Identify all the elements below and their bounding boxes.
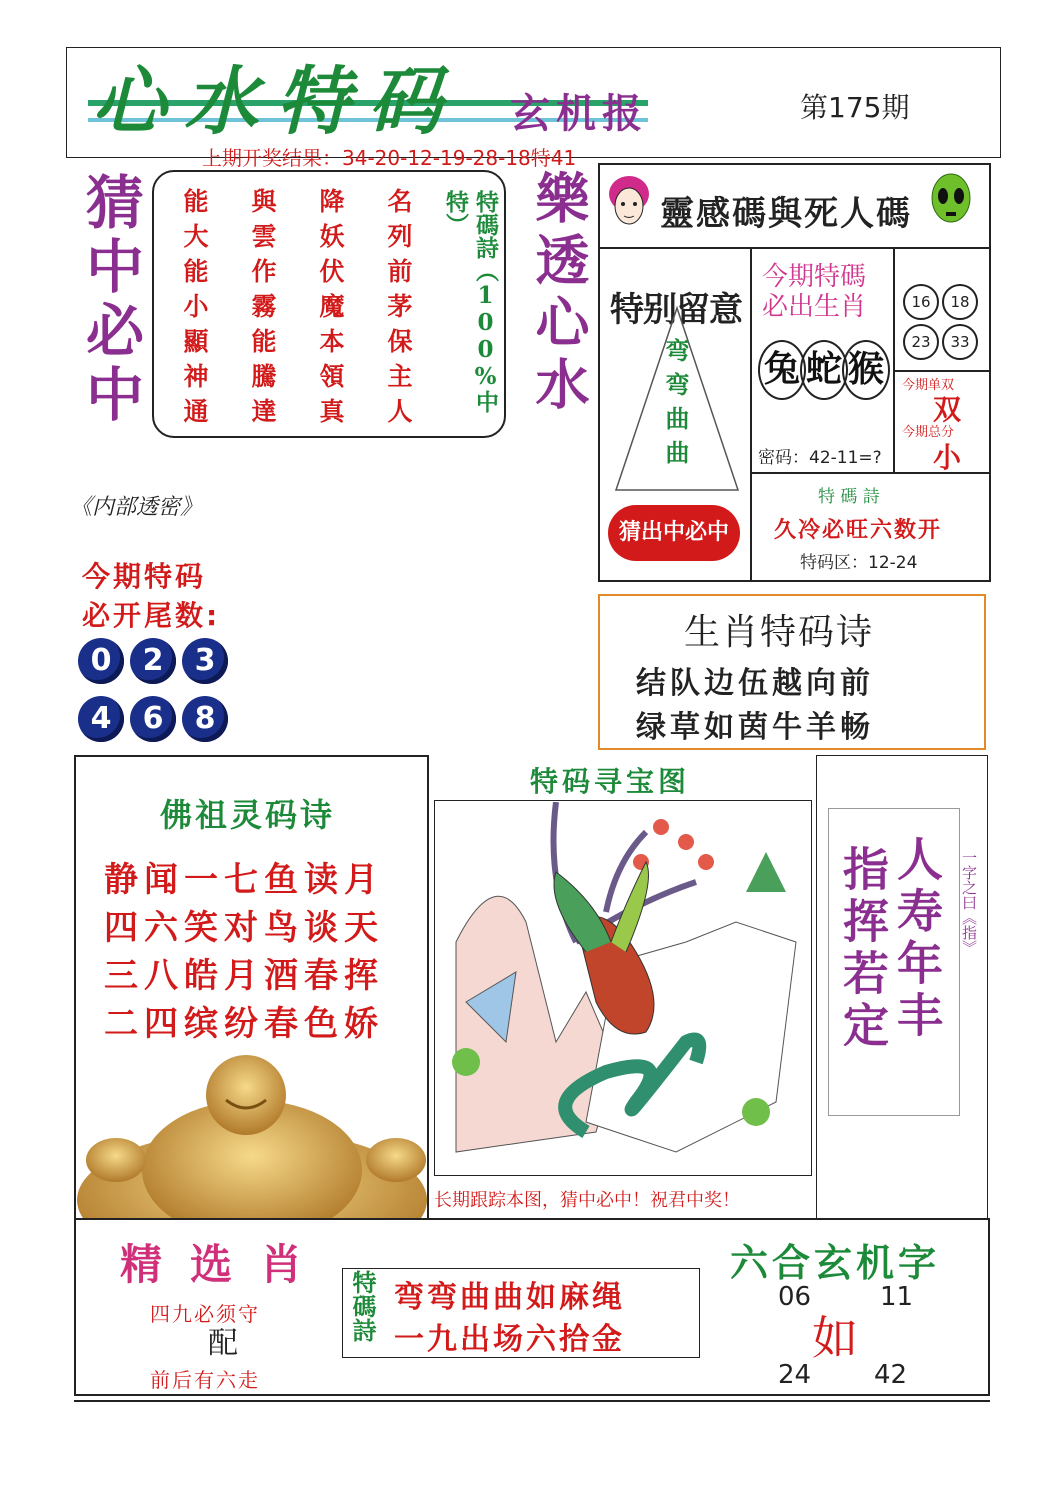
poem-side-label: 特碼詩（100%中特） [442,190,499,413]
alien-icon [928,172,974,230]
lucky-number: 16 [903,284,939,320]
poem-char: 茅 [387,292,413,321]
poem-char: 妖 [319,222,345,251]
odd-even-label: 今期单双 [902,378,955,393]
mystery-word-title: 六合玄机字 [730,1241,941,1285]
poem-char: 能 [183,257,209,286]
bottom-poem-line2: 一九出场六拾金 [394,1322,625,1357]
total-value: 小 [933,441,962,474]
tail-number-ball: 2 [130,638,176,684]
poem-char: 小 [183,292,209,321]
bottom-poem-line1: 弯弯曲曲如麻绳 [394,1280,625,1315]
poem-char: 通 [183,397,209,426]
mystery-number: 06 [778,1282,812,1312]
scroll-col-1: 人寿年丰 [890,835,944,1043]
poem-char: 降 [319,187,345,216]
poem-char: 列 [387,222,413,251]
buddha-image [76,1050,428,1218]
numbers-divider-h [895,370,989,372]
tail-number-ball: 4 [78,696,124,742]
inner-secret-line1: 今期特码 [82,560,207,593]
page-title: 心水特码 [92,59,460,145]
featured-line2: 前后有六走 [150,1368,260,1392]
last-result: 上期开奖结果：34-20-12-19-28-18特41 [202,146,577,170]
zodiac-title: 今期特碼必出生肖 [762,262,867,322]
lucky-number: 33 [942,324,978,360]
left-vertical-slogan: 猜中必中 [76,172,144,428]
triangle-text: 弯弯曲曲 [661,338,689,474]
poem-char: 能 [251,327,277,356]
poem-column [380,184,420,434]
total-label: 今期总分 [902,425,955,440]
buddha-poem-line: 四六笑对鸟谈天 [104,908,384,948]
featured-line1: 四九必须守 [150,1302,260,1326]
issue-number: 第175期 [800,91,910,124]
poem-column [312,184,352,434]
zodiac-poem-title: 生肖特码诗 [684,612,875,653]
poem-char: 霧 [251,292,277,321]
buddha-poem-line: 静闻一七鱼读月 [104,860,384,900]
tail-number-ball: 8 [182,696,228,742]
inner-secret-label: 《内部透密》 [70,495,203,520]
zodiac-poem-line2: 绿草如茵牛羊畅 [636,710,874,745]
tail-number-ball: 6 [130,696,176,742]
zodiac-divider-v [893,249,895,472]
poem-char: 真 [319,397,345,426]
spirit-poem-label: 特 碼 詩 [818,487,880,507]
mystery-char: 如 [812,1311,858,1365]
featured-mid: 配 [208,1326,238,1361]
tail-number-ball: 0 [78,638,124,684]
buddha-poem-title: 佛祖灵码诗 [160,796,336,834]
zodiac-snake: 蛇 [800,340,848,400]
buddha-poem-line: 二四缤纷春色娇 [104,1004,384,1044]
zodiac-monkey: 猴 [842,340,890,400]
poem-char: 領 [319,362,345,391]
poem-char: 作 [251,257,277,286]
lucky-number: 23 [903,324,939,360]
poem-column [176,184,216,434]
poem-char: 達 [251,397,277,426]
mystery-number: 11 [880,1282,914,1312]
treasure-map-title: 特码寻宝图 [530,765,691,798]
zodiac-poem-line1: 结队边伍越向前 [636,666,874,701]
mystery-number: 24 [778,1360,812,1390]
face-icon [606,172,652,230]
tail-number-ball: 3 [182,638,228,684]
secret-code: 密码：42-11=? [758,448,882,468]
scroll-col-2: 指挥若定 [836,845,890,1053]
poem-char: 大 [183,222,209,251]
poem-column [244,184,284,434]
right-vertical-slogan: 樂透心水 [527,170,590,418]
poem-char: 神 [183,362,209,391]
treasure-map-caption: 长期跟踪本图，猜中必中！祝君中奖！ [434,1190,740,1211]
treasure-map-image [436,802,810,1174]
poem-char: 本 [319,327,345,356]
spirit-box-title: 靈感碼與死人碼 [660,194,912,234]
bottom-bottom-line [74,1400,990,1402]
scroll-hint: 一字之曰《指》 [960,850,978,955]
spirit-title-divider [600,247,989,249]
special-notice: 特别留意 [610,290,742,330]
inner-secret-line2: 必开尾数: [82,599,221,632]
featured-zodiac-title: 精选肖 [120,1240,331,1289]
poem-char: 能 [183,187,209,216]
odd-even-value: 双 [933,393,962,426]
spirit-col-divider [750,249,752,580]
poem-char: 顯 [183,327,209,356]
bottom-poem-label: 特碼詩 [348,1270,376,1342]
poem-char: 魔 [319,292,345,321]
poem-char: 雲 [251,222,277,251]
spirit-poem: 久冷必旺六数开 [774,518,943,543]
poem-char: 伏 [319,257,345,286]
zodiac-rabbit: 兔 [758,340,806,400]
poem-char: 主 [387,362,413,391]
lucky-number: 18 [942,284,978,320]
poem-char: 人 [387,397,413,426]
buddha-poem-line: 三八皓月酒春挥 [104,956,384,996]
guess-badge: 猜出中必中 [608,505,740,561]
poem-grid [176,184,436,434]
poem-char: 與 [251,187,277,216]
mystery-number: 42 [874,1360,908,1390]
poem-char: 名 [387,187,413,216]
special-range: 特码区：12-24 [800,553,918,573]
poem-char: 保 [387,327,413,356]
poem-char: 騰 [251,362,277,391]
page-subtitle: 玄机报 [510,91,648,137]
poem-char: 前 [387,257,413,286]
